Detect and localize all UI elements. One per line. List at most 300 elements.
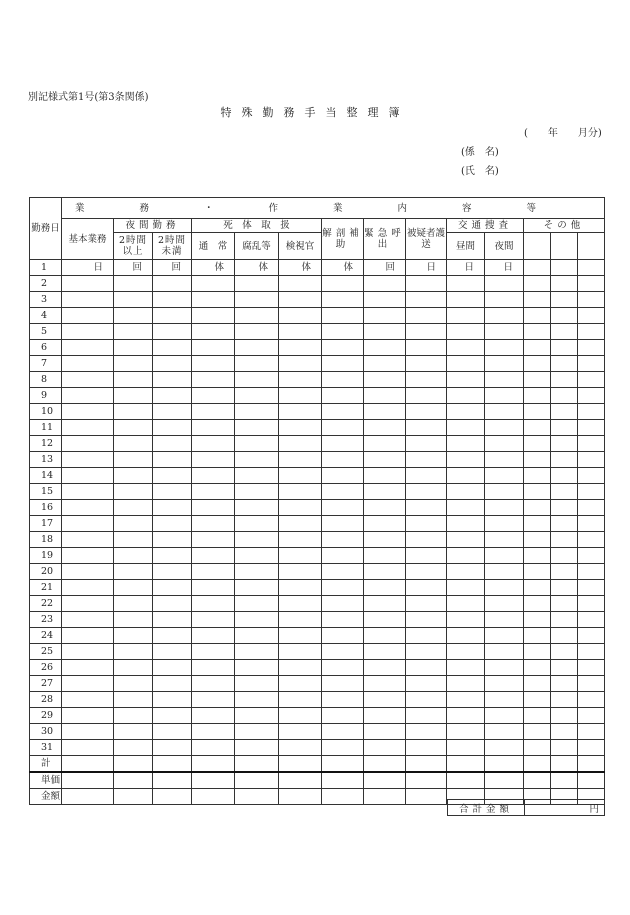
entry-cell [322,612,364,628]
row-label: 21 [30,580,62,596]
entry-cell [62,404,114,420]
entry-cell [578,676,605,692]
entry-cell [192,356,235,372]
entry-cell [524,532,551,548]
entry-cell [485,388,524,404]
entry-cell [524,548,551,564]
entry-cell [279,420,322,436]
entry-cell [114,660,153,676]
entry-cell [578,772,605,789]
entry-cell [524,292,551,308]
entry-cell [406,644,447,660]
entry-cell [406,532,447,548]
entry-cell [279,372,322,388]
entry-cell [62,692,114,708]
entry-cell [447,740,485,756]
entry-cell [235,308,279,324]
entry-cell [551,500,578,516]
entry-cell [322,676,364,692]
table-row [30,660,605,676]
entry-cell [524,612,551,628]
table-row [30,772,605,789]
row-label: 8 [30,372,62,388]
table-row [30,580,605,596]
table-row [30,388,605,404]
entry-cell [192,548,235,564]
entry-cell [524,372,551,388]
entry-cell [551,308,578,324]
entry-cell [279,740,322,756]
entry-cell [322,276,364,292]
name-field: (氏 名) [461,166,499,177]
entry-cell [551,564,578,580]
entry-cell [551,420,578,436]
entry-cell [447,276,485,292]
table-row [30,500,605,516]
entry-cell [153,532,192,548]
entry-cell [62,420,114,436]
entry-cell [551,580,578,596]
entry-cell [447,692,485,708]
entry-cell [578,660,605,676]
entry-cell [447,564,485,580]
entry-cell [364,532,406,548]
entry-cell [406,404,447,420]
entry-cell [153,789,192,805]
entry-cell [322,580,364,596]
row-label: 4 [30,308,62,324]
entry-cell [192,676,235,692]
entry-cell [406,772,447,789]
entry-cell [192,340,235,356]
entry-cell [153,452,192,468]
entry-cell [153,628,192,644]
table-row [30,420,605,436]
entry-cell [322,772,364,789]
entry-cell [364,308,406,324]
table-row [30,724,605,740]
table-row [30,324,605,340]
entry-cell [524,516,551,532]
entry-cell [279,789,322,805]
entry-cell [62,452,114,468]
entry-cell [279,308,322,324]
entry-cell [235,340,279,356]
entry-cell [62,292,114,308]
entry-cell [235,660,279,676]
entry-cell [524,772,551,789]
entry-cell [364,420,406,436]
entry-cell [485,724,524,740]
entry-cell [322,724,364,740]
entry-cell [406,500,447,516]
entry-cell [551,388,578,404]
entry-cell [578,260,605,276]
entry-cell [235,452,279,468]
entry-cell [192,452,235,468]
entry-cell [364,772,406,789]
entry-cell [192,516,235,532]
entry-cell [524,564,551,580]
entry-cell [524,436,551,452]
entry-cell [551,468,578,484]
row-label: 28 [30,692,62,708]
period-field: ( 年 月分) [524,128,602,139]
entry-cell [485,756,524,773]
entry-cell [153,420,192,436]
entry-cell [279,404,322,420]
entry-cell [524,356,551,372]
work-content-header: 業務・作業内容等 [62,198,605,219]
entry-cell [192,580,235,596]
entry-cell [153,516,192,532]
entry-cell [578,708,605,724]
entry-cell [406,756,447,773]
entry-cell [485,276,524,292]
entry-cell [485,516,524,532]
table-row [30,596,605,612]
entry-cell [406,660,447,676]
entry-cell [485,532,524,548]
entry-cell [235,356,279,372]
entry-cell [485,692,524,708]
entry-cell [406,676,447,692]
entry-cell [364,596,406,612]
entry-cell [485,500,524,516]
entry-cell [279,388,322,404]
entry-cell [364,564,406,580]
entry-cell [485,772,524,789]
row-label: 15 [30,484,62,500]
entry-cell [322,404,364,420]
table-row [30,452,605,468]
entry-cell [114,436,153,452]
entry-cell [62,548,114,564]
table-row [30,260,605,276]
entry-cell [279,692,322,708]
table-row [30,532,605,548]
entry-cell [364,292,406,308]
entry-cell [406,516,447,532]
entry-cell [235,532,279,548]
entry-cell [279,580,322,596]
entry-cell [114,772,153,789]
entry-cell [235,580,279,596]
entry-cell [279,772,322,789]
row-label: 3 [30,292,62,308]
row-label: 25 [30,644,62,660]
table-row [30,676,605,692]
row-label: 24 [30,628,62,644]
entry-cell [551,404,578,420]
entry-cell [524,484,551,500]
entry-cell [235,644,279,660]
entry-cell [551,324,578,340]
entry-cell [114,372,153,388]
entry-cell [578,292,605,308]
entry-cell [447,340,485,356]
row-label: 7 [30,356,62,372]
other-col-2 [551,233,578,260]
entry-cell [406,308,447,324]
entry-cell [62,660,114,676]
entry-cell [114,404,153,420]
entry-cell [322,484,364,500]
entry-cell [447,324,485,340]
entry-cell [62,596,114,612]
entry-cell [485,676,524,692]
entry-cell [279,548,322,564]
entry-cell [485,404,524,420]
entry-cell [578,724,605,740]
emergency-call-header: 緊急呼出 [364,219,406,260]
entry-cell [447,500,485,516]
body-normal-header: 通 常 [192,233,235,260]
entry-cell [322,708,364,724]
entry-cell [235,564,279,580]
entry-cell [62,789,114,805]
entry-cell [447,532,485,548]
entry-cell [524,260,551,276]
entry-cell [447,756,485,773]
entry-cell [192,660,235,676]
entry-cell [192,292,235,308]
entry-cell [153,500,192,516]
entry-cell [279,644,322,660]
entry-cell [447,292,485,308]
entry-cell [153,740,192,756]
row-label: 金額 [30,789,62,805]
entry-cell [114,628,153,644]
entry-cell [153,756,192,773]
entry-cell [153,404,192,420]
entry-cell [114,740,153,756]
entry-cell [114,452,153,468]
entry-cell [485,612,524,628]
entry-cell [322,596,364,612]
entry-cell [279,500,322,516]
entry-cell [364,356,406,372]
row-label: 12 [30,436,62,452]
entry-cell [485,356,524,372]
entry-cell [447,676,485,692]
entry-cell [153,612,192,628]
entry-cell [524,452,551,468]
entry-cell [551,276,578,292]
entry-cell [578,308,605,324]
entry-cell [235,628,279,644]
entry-cell [447,468,485,484]
entry-cell [364,500,406,516]
entry-cell [485,644,524,660]
entry-cell [551,436,578,452]
entry-cell [551,676,578,692]
entry-cell [114,532,153,548]
entry-cell [524,644,551,660]
entry-cell [406,612,447,628]
row-label: 計 [30,756,62,773]
entry-cell [578,388,605,404]
unit-cell: 日 [62,260,114,276]
entry-cell [364,676,406,692]
entry-cell [447,596,485,612]
entry-cell [551,628,578,644]
entry-cell [114,692,153,708]
entry-cell [62,756,114,773]
entry-cell [62,324,114,340]
table-row [30,356,605,372]
entry-cell [235,724,279,740]
entry-cell [551,724,578,740]
entry-cell [322,356,364,372]
entry-cell [62,724,114,740]
entry-cell [485,324,524,340]
row-label: 9 [30,388,62,404]
unit-cell: 体 [279,260,322,276]
entry-cell [114,612,153,628]
entry-cell [153,596,192,612]
night-work-header: 夜間勤務 [114,219,192,233]
entry-cell [114,708,153,724]
entry-cell [322,644,364,660]
entry-cell [578,324,605,340]
entry-cell [62,356,114,372]
entry-cell [578,548,605,564]
entry-cell [578,532,605,548]
entry-cell [235,468,279,484]
table-row [30,484,605,500]
entry-cell [524,388,551,404]
entry-cell [279,468,322,484]
entry-cell [235,692,279,708]
entry-cell [322,532,364,548]
row-label: 19 [30,548,62,564]
table-row [30,276,605,292]
row-label: 27 [30,676,62,692]
entry-cell [62,676,114,692]
entry-cell [322,628,364,644]
entry-cell [551,356,578,372]
entry-cell [114,789,153,805]
form-reference: 別記様式第1号(第3条関係) [28,92,149,103]
entry-cell [485,436,524,452]
entry-cell [322,292,364,308]
entry-cell [62,276,114,292]
entry-cell [235,388,279,404]
entry-cell [62,644,114,660]
entry-cell [485,580,524,596]
entry-cell [485,660,524,676]
entry-cell [364,388,406,404]
entry-cell [322,692,364,708]
entry-cell [447,452,485,468]
entry-cell [485,628,524,644]
entry-cell [578,484,605,500]
entry-cell [192,372,235,388]
entry-cell [524,756,551,773]
night-under-2h-header: 2時間未満 [153,233,192,260]
entry-cell [551,516,578,532]
unit-cell: 回 [114,260,153,276]
entry-cell [235,292,279,308]
entry-cell [192,789,235,805]
entry-cell [524,692,551,708]
unit-cell: 体 [192,260,235,276]
entry-cell [114,548,153,564]
entry-cell [485,484,524,500]
entry-cell [406,740,447,756]
entry-cell [279,356,322,372]
entry-cell [235,740,279,756]
entry-cell [279,532,322,548]
row-label: 30 [30,724,62,740]
entry-cell [447,436,485,452]
entry-cell [447,516,485,532]
entry-cell [114,340,153,356]
entry-cell [153,436,192,452]
entry-cell [153,564,192,580]
entry-cell [235,612,279,628]
entry-cell [447,660,485,676]
entry-cell [364,660,406,676]
table-row [30,468,605,484]
entry-cell [524,724,551,740]
entry-cell [447,420,485,436]
entry-cell [524,420,551,436]
entry-cell [114,644,153,660]
table-row [30,308,605,324]
entry-cell [447,404,485,420]
entry-cell [279,452,322,468]
entry-cell [406,789,447,805]
entry-cell [578,564,605,580]
entry-cell [153,372,192,388]
entry-cell [551,756,578,773]
entry-cell [406,708,447,724]
entry-cell [406,356,447,372]
entry-cell [578,740,605,756]
entry-cell [406,628,447,644]
row-label: 13 [30,452,62,468]
entry-cell [447,724,485,740]
entry-cell [192,532,235,548]
body-inspector-header: 検視官 [279,233,322,260]
table-row [30,564,605,580]
entry-cell [279,708,322,724]
entry-cell [279,724,322,740]
entry-cell [364,580,406,596]
entry-cell [524,676,551,692]
entry-cell [114,580,153,596]
total-amount-label: 合計金額 [448,800,525,816]
entry-cell [192,772,235,789]
entry-cell [322,500,364,516]
entry-cell [192,484,235,500]
entry-cell [153,484,192,500]
entry-cell [62,532,114,548]
entry-cell [524,596,551,612]
entry-cell [485,308,524,324]
entry-cell [406,724,447,740]
entry-cell [322,420,364,436]
entry-cell [279,628,322,644]
entry-cell [485,340,524,356]
other-header: その他 [524,219,605,233]
entry-cell [406,564,447,580]
entry-cell [364,644,406,660]
autopsy-assist-header: 解剖補助 [322,219,364,260]
row-label: 単価 [30,772,62,789]
